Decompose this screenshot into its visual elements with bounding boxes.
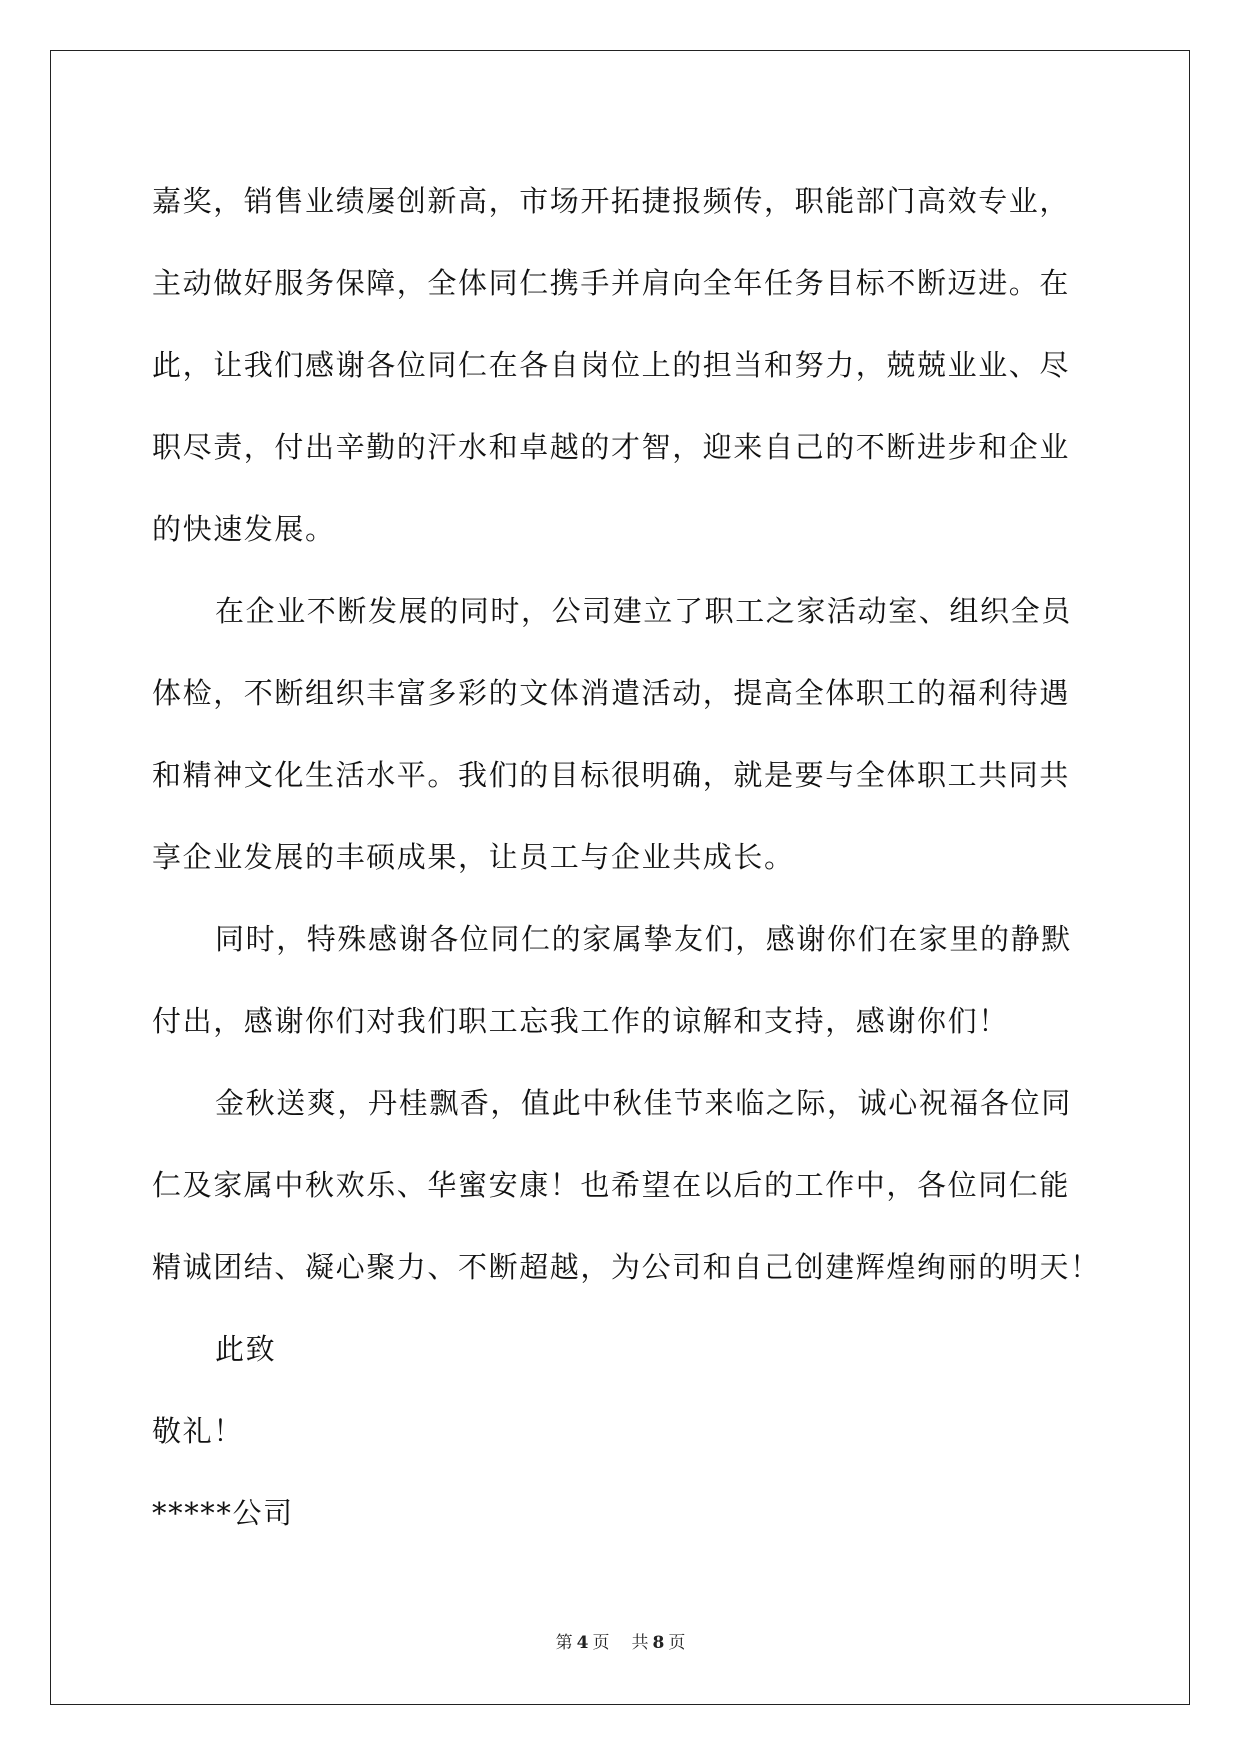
body-line: 和精神文化生活水平。我们的目标很明确，就是要与全体职工共同共: [152, 758, 1071, 792]
footer-total-unit: 页: [668, 1633, 686, 1653]
salutation: 敬礼！: [152, 1414, 244, 1448]
body-line: 体检，不断组织丰富多彩的文体消遣活动，提高全体职工的福利待遇: [152, 676, 1071, 710]
current-page-number: 4: [576, 1633, 589, 1653]
body-line: 职尽责，付出辛勤的汗水和卓越的才智，迎来自己的不断进步和企业: [152, 430, 1071, 464]
body-line: 付出，感谢你们对我们职工忘我工作的谅解和支持，感谢你们！: [152, 1004, 1009, 1038]
footer-page-unit: 页: [592, 1633, 610, 1653]
signature-company: *****公司: [152, 1496, 294, 1530]
paragraph-start-line: 在企业不断发展的同时，公司建立了职工之家活动室、组织全员: [215, 594, 1072, 628]
letter-body: [152, 160, 1101, 1554]
body-line: 嘉奖，销售业绩屡创新高，市场开拓捷报频传，职能部门高效专业，: [152, 184, 1071, 218]
footer-total-prefix: 共: [631, 1633, 649, 1653]
total-pages-number: 8: [652, 1633, 665, 1653]
body-line: 主动做好服务保障，全体同仁携手并肩向全年任务目标不断迈进。在: [152, 266, 1071, 300]
page-footer: [0, 1628, 1241, 1653]
body-line: 享企业发展的丰硕成果，让员工与企业共成长。: [152, 840, 795, 874]
footer-prefix: 第: [555, 1633, 573, 1653]
body-line: 仁及家属中秋欢乐、华蜜安康！也希望在以后的工作中，各位同仁能: [152, 1168, 1071, 1202]
body-line: 此，让我们感谢各位同仁在各自岗位上的担当和努力，兢兢业业、尽: [152, 348, 1071, 382]
body-line: 的快速发展。: [152, 512, 336, 546]
paragraph-start-line: 同时，特殊感谢各位同仁的家属挚友们，感谢你们在家里的静默: [215, 922, 1072, 956]
body-line: 精诚团结、凝心聚力、不断超越，为公司和自己创建辉煌绚丽的明天！: [152, 1250, 1101, 1284]
closing-phrase: 此致: [215, 1332, 277, 1366]
paragraph-start-line: 金秋送爽，丹桂飘香，值此中秋佳节来临之际，诚心祝福各位同: [215, 1086, 1072, 1120]
